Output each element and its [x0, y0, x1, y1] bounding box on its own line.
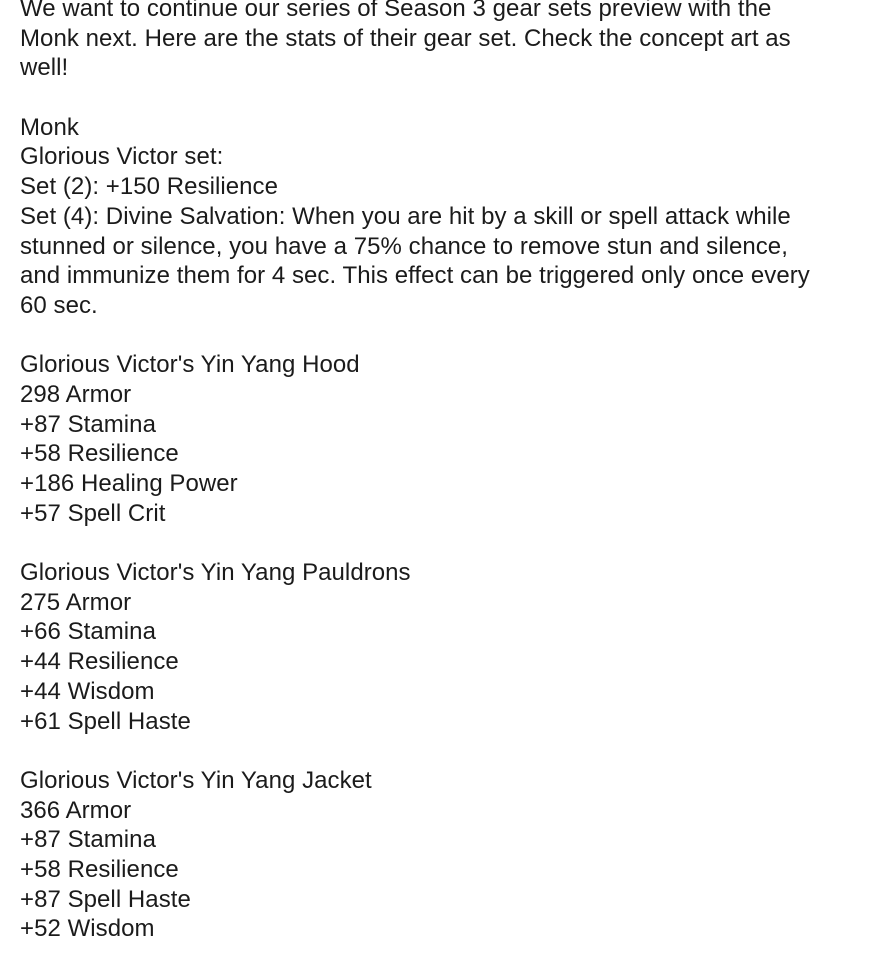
- set-bonus-4: Set (4): Divine Salvation: When you are hit by a skill or spell attack while: [20, 202, 791, 230]
- post-body: [20, 0, 880, 944]
- item-block-pauldrons: [20, 558, 880, 736]
- item-stat: +87 Stamina: [20, 826, 156, 854]
- intro-line: Monk next. Here are the stats of their gear set. Check the concept art as: [20, 24, 791, 52]
- item-name: Glorious Victor's Yin Yang Pauldrons: [20, 559, 411, 587]
- item-stat: +57 Spell Crit: [20, 499, 166, 527]
- paragraph-spacer: [20, 528, 880, 558]
- set-bonus-2: Set (2): +150 Resilience: [20, 173, 279, 201]
- intro-paragraph: [20, 0, 880, 83]
- set-info-paragraph: [20, 113, 880, 321]
- paragraph-spacer: [20, 736, 880, 766]
- item-stat: +186 Healing Power: [20, 470, 238, 497]
- item-stat: 298 Armor: [20, 380, 132, 408]
- item-stat: +58 Resilience: [20, 855, 179, 883]
- item-stat: +87 Stamina: [20, 410, 156, 438]
- item-stat: 366 Armor: [20, 796, 132, 824]
- set-bonus-4-line: and immunize them for 4 sec. This effect can be triggered only once every: [20, 262, 810, 290]
- item-name: Glorious Victor's Yin Yang Hood: [20, 351, 360, 379]
- set-bonus-4-line: 60 sec.: [20, 291, 98, 319]
- set-name: Glorious Victor set:: [20, 143, 224, 171]
- item-stat: +87 Spell Haste: [20, 885, 191, 913]
- intro-line: We want to continue our series of Season 3 gear sets preview with the: [20, 0, 772, 22]
- paragraph-spacer: [20, 321, 880, 351]
- item-block-jacket: [20, 766, 880, 944]
- item-stat: +66 Stamina: [20, 618, 156, 646]
- class-name: Monk: [20, 113, 79, 141]
- set-bonus-4-line: stunned or silence, you have a 75% chance to remove stun and silence,: [20, 232, 788, 260]
- item-stat: +52 Wisdom: [20, 915, 155, 943]
- item-stat: +44 Wisdom: [20, 677, 155, 705]
- item-block-hood: [20, 350, 880, 528]
- intro-line: well!: [20, 54, 69, 82]
- item-stat: +58 Resilience: [20, 440, 179, 468]
- item-stat: 275 Armor: [20, 588, 132, 616]
- item-stat: +44 Resilience: [20, 648, 179, 676]
- item-stat: +61 Spell Haste: [20, 707, 191, 735]
- item-name: Glorious Victor's Yin Yang Jacket: [20, 766, 372, 794]
- paragraph-spacer: [20, 83, 880, 113]
